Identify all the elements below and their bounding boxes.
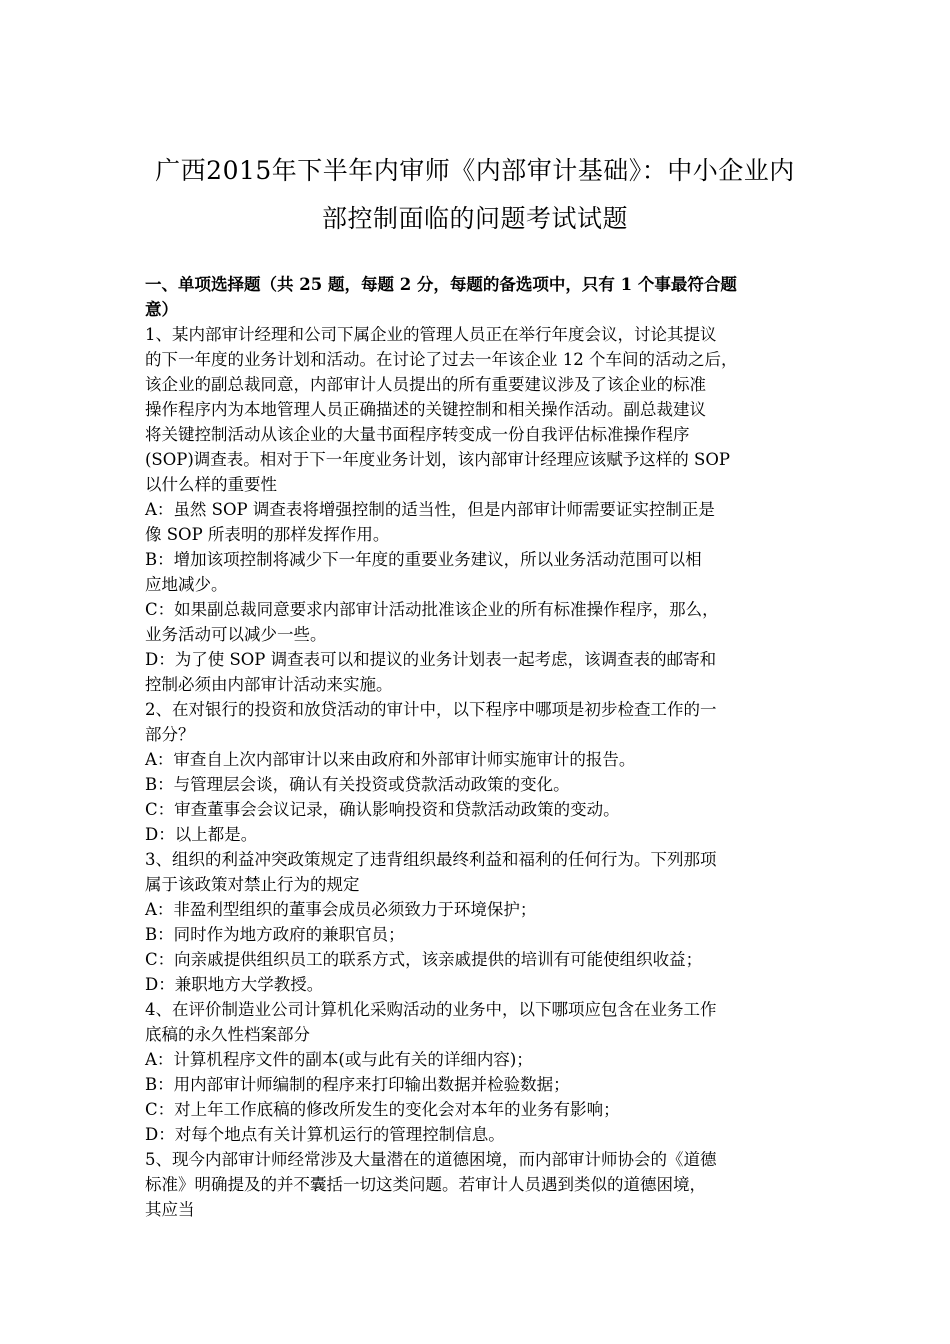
question-1-text: 的下一年度的业务计划和活动。在讨论了过去一年该企业 12 个车间的活动之后， [145,350,738,369]
question-1-option-b: 应地减少。 [145,575,228,594]
question-5-text: 其应当 [145,1200,195,1219]
question-1-option-b: B：增加该项控制将减少下一年度的重要业务建议，所以业务活动范围可以相 [145,550,702,569]
question-3-option-a: A：非盈利型组织的董事会成员必须致力于环境保护； [145,900,537,919]
section-heading: 一、单项选择题（共 25 题，每题 2 分，每题的备选项中，只有 1 个事最符合题 [145,275,737,294]
title-line: 广西2015年下半年内审师《内部审计基础》：中小企业内 [155,156,795,185]
question-1-text: 将关键控制活动从该企业的大量书面程序转变成一份自我评估标准操作程序 [145,425,690,444]
question-1-text: 以什么样的重要性 [145,475,277,494]
question-1-option-a: 像 SOP 所表明的那样发挥作用。 [145,525,390,544]
question-3-option-b: B：同时作为地方政府的兼职官员； [145,925,405,944]
question-4-text: 4、在评价制造业公司计算机化采购活动的业务中，以下哪项应包含在业务工作 [145,1000,717,1019]
question-1-option-a: A：虽然 SOP 调查表将增强控制的适当性，但是内部审计师需要证实控制正是 [145,500,715,519]
question-4-option-a: A：计算机程序文件的副本(或与此有关的详细内容)； [145,1050,533,1069]
question-2-option-c: C：审查董事会会议记录，确认影响投资和贷款活动政策的变动。 [145,800,620,819]
question-3-text: 属于该政策对禁止行为的规定 [145,875,360,894]
question-1-text: 操作程序内为本地管理人员正确描述的关键控制和相关操作活动。副总裁建议 [145,400,706,419]
question-1-text: (SOP)调查表。相对于下一年度业务计划，该内部审计经理应该赋予这样的 SOP [145,450,730,469]
title-line: 部控制面临的问题考试试题 [321,204,628,233]
question-4-option-d: D：对每个地点有关计算机运行的管理控制信息。 [145,1125,505,1144]
question-1-option-d: 控制必须由内部审计活动来实施。 [145,675,393,694]
section-heading: 意） [145,300,178,319]
question-1-text: 1、某内部审计经理和公司下属企业的管理人员正在举行年度会议，讨论其提议 [145,325,717,344]
question-3-option-c: C：向亲戚提供组织员工的联系方式，该亲戚提供的培训有可能使组织收益； [145,950,703,969]
question-1-text: 该企业的副总裁同意，内部审计人员提出的所有重要建议涉及了该企业的标准 [145,375,706,394]
question-5-text: 标准》明确提及的并不囊括一切这类问题。若审计人员遇到类似的道德困境， [145,1175,706,1194]
question-1-option-c: 业务活动可以减少一些。 [145,625,327,644]
question-2-option-b: B：与管理层会谈，确认有关投资或贷款活动政策的变化。 [145,775,570,794]
question-3-option-d: D：兼职地方大学教授。 [145,975,324,994]
question-4-option-b: B：用内部审计师编制的程序来打印输出数据并检验数据； [145,1075,570,1094]
question-1-option-c: C：如果副总裁同意要求内部审计活动批准该企业的所有标准操作程序，那么， [145,600,719,619]
question-3-text: 3、组织的利益冲突政策规定了违背组织最终利益和福利的任何行为。下列那项 [145,850,717,869]
question-2-text: 2、在对银行的投资和放贷活动的审计中，以下程序中哪项是初步检查工作的一 [145,700,717,719]
question-1-option-d: D：为了使 SOP 调查表可以和提议的业务计划表一起考虑，该调查表的邮寄和 [145,650,717,669]
document-title [130,147,820,243]
question-5-text: 5、现今内部审计师经常涉及大量潜在的道德困境，而内部审计师协会的《道德 [145,1150,717,1169]
document-body [145,272,815,1222]
question-2-option-d: D：以上都是。 [145,825,258,844]
question-4-text: 底稿的永久性档案部分 [145,1025,310,1044]
question-2-text: 部分？ [145,725,195,744]
question-2-option-a: A：审查自上次内部审计以来由政府和外部审计师实施审计的报告。 [145,750,636,769]
question-4-option-c: C：对上年工作底稿的修改所发生的变化会对本年的业务有影响； [145,1100,620,1119]
